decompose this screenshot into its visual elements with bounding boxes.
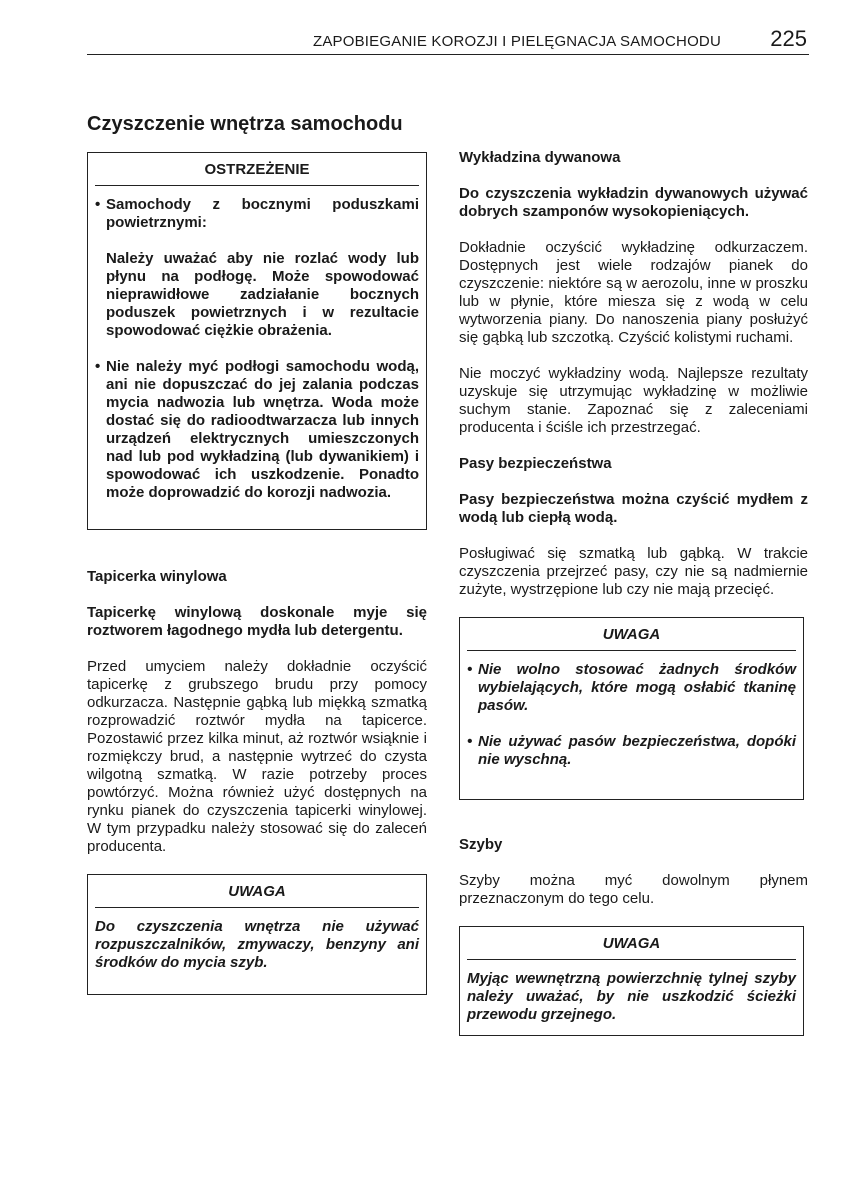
vinyl-caution-box (87, 874, 427, 995)
windows-caution-text: Myjąc wewnętrzną powierzchnię tylnej szyby należy uważać, by nie uszkodzić ścieżki przewodu grzejnego. (467, 970, 796, 1023)
vinyl-lead: Tapicerkę winylową doskonale myje się roztworem łagodnego mydła lub detergentu. (87, 604, 427, 639)
belts-caution-box (459, 617, 804, 800)
bullet-dot: • (467, 733, 473, 750)
carpet-body-1: Dokładnie oczyścić wykładzinę odkurzaczem. Dostępnych jest wiele rodzajów pianek do czyszczenie: niektóre są w aerozolu, inne w proszku lub w płynie, które miesza się z wodą w celu wytworzenia piany. Do nanoszenia piany posłużyć się gąbką lub szczotką. Czyścić kolistymi ruchami. (459, 239, 808, 346)
windows-body: Szyby można myć dowolnym płynem przeznaczonym do tego celu. (459, 872, 808, 907)
vinyl-body: Przed umyciem należy dokładnie oczyścić tapicerkę z grubszego brudu przy pomocy odkurzacza. Następnie gąbką lub miękką szmatką rozprowadzić roztwór mydła na tapicerce. Pozostawić przez kilka minut, aż roztwór wsiąknie i rozmiękczy brud, a następnie wytrzeć do czysta wilgotną szmatką. W razie potrzeby proces powtórzyć. Można również użyć dostępnych na rynku pianek do czyszczenia tapicerki winylowej. W tym przypadku należy stosować się do zaleceń producenta. (87, 658, 427, 855)
vinyl-caution-title: UWAGA (95, 875, 419, 908)
section-title: Czyszczenie wnętrza samochodu (87, 113, 403, 135)
vinyl-heading: Tapicerka winylowa (87, 568, 227, 585)
belts-caution-bullet-2-text: Nie używać pasów bezpieczeństwa, dopóki nie wyschną. (478, 733, 796, 768)
carpet-body-2: Nie moczyć wykładziny wodą. Najlepsze rezultaty uzyskuje się utrzymując wykładzinę w możliwie suchym stanie. Zapoznać się z zaleceniami producenta i ściśle ich przestrzegać. (459, 365, 808, 436)
left-column (87, 152, 427, 995)
belts-caution-title: UWAGA (467, 618, 796, 651)
page-header (87, 26, 809, 55)
bullet-dot: • (95, 196, 101, 213)
windows-heading: Szyby (459, 836, 503, 853)
warning-title: OSTRZEŻENIE (95, 153, 419, 186)
belts-caution-bullet-1 (467, 661, 796, 715)
carpet-heading: Wykładzina dywanowa (459, 149, 621, 166)
belts-lead: Pasy bezpieczeństwa można czyścić mydłem z wodą lub ciepłą wodą. (459, 491, 808, 526)
belts-caution-bullet-1-text: Nie wolno stosować żadnych środków wybielających, które mogą osłabić tkaninę pasów. (478, 661, 796, 714)
warning-bullet-2 (95, 358, 419, 502)
warning-bullet-1-heading: Samochody z bocznymi poduszkami powietrznymi: (106, 196, 419, 231)
right-column (459, 149, 808, 1036)
carpet-lead: Do czyszczenia wykładzin dywanowych używać dobrych szamponów wysokopieniących. (459, 185, 808, 220)
warning-bullet-2-text: Nie należy myć podłogi samochodu wodą, ani nie dopuszczać do jej zalania podczas mycia nadwozia lub wnętrza. Woda może dostać się do radioodtwarzacza lub innych urządzeń elektrycznych umieszczonych nad lub pod wykładziną (lub dywanikiem) i spowodować ich uszkodzenie. Ponadto może doprowadzić do korozji nadwozia. (106, 358, 419, 501)
bullet-dot: • (95, 358, 101, 375)
warning-box (87, 152, 427, 530)
windows-caution-box (459, 926, 804, 1036)
warning-bullet-1 (95, 196, 419, 232)
belts-body: Posługiwać się szmatką lub gąbką. W trakcie czyszczenia przejrzeć pasy, czy nie są nadmiernie zużyte, wystrzępione lub czy nie mają przecięć. (459, 545, 808, 598)
belts-caution-bullet-2 (467, 733, 796, 769)
belts-heading: Pasy bezpieczeństwa (459, 455, 612, 472)
bullet-dot: • (467, 661, 473, 678)
page-number: 225 (770, 26, 807, 51)
header-title: ZAPOBIEGANIE KOROZJI I PIELĘGNACJA SAMOCHODU (312, 33, 721, 50)
warning-bullet-1-text: Należy uważać aby nie rozlać wody lub płynu na podłogę. Może spowodować nieprawidłowe zadziałanie bocznych poduszek powietrznych i w rezultacie spowodować ciężkie obrażenia. (106, 250, 419, 339)
vinyl-caution-text: Do czyszczenia wnętrza nie używać rozpuszczalników, zmywaczy, benzyny ani środków do mycia szyb. (95, 918, 419, 971)
windows-caution-title: UWAGA (467, 927, 796, 960)
